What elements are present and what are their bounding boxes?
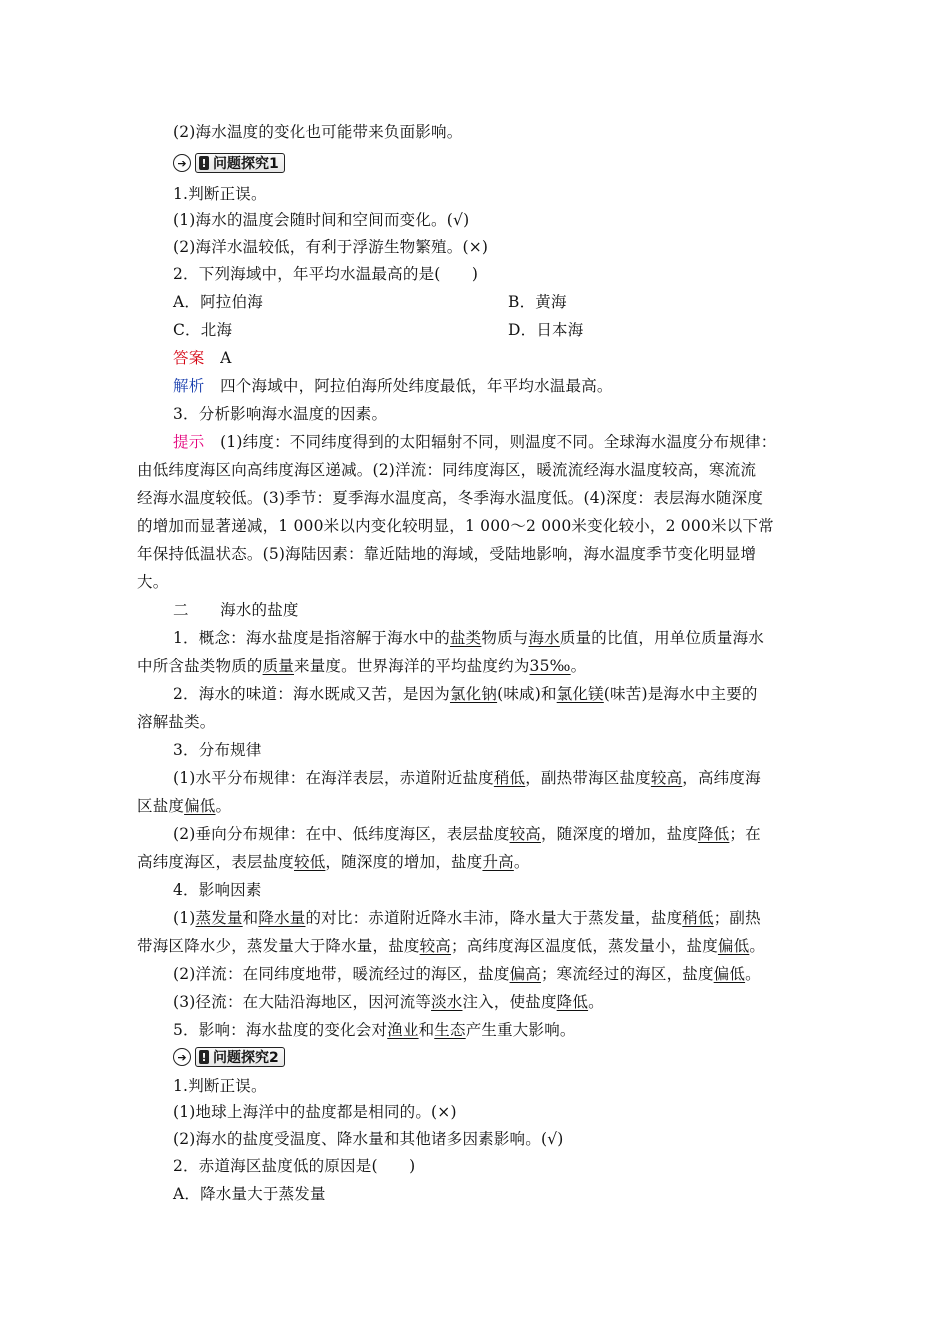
option-b: B．黄海: [508, 293, 567, 311]
blank-answer: 降低: [556, 993, 589, 1011]
blank-answer: 较高: [509, 825, 541, 843]
question-title: 2．下列海域中，年平均水温最高的是( ): [173, 265, 479, 283]
blank-answer: 淡水: [431, 993, 463, 1011]
factor-line: (2)洋流：在同纬度地带，暖流经过的海区，盐度偏高；寒流经过的海区，盐度偏低。: [173, 965, 761, 983]
hint-label: 提示: [173, 433, 205, 451]
judgement-item: (2)海洋水温较低，有利于浮游生物繁殖。(×): [173, 238, 489, 256]
explore-tag-1: [173, 152, 285, 174]
answer-value: A: [220, 349, 232, 367]
arrow-right-circle-icon: ➔: [173, 154, 191, 172]
explore-label: 问题探究2: [213, 1050, 279, 1066]
analysis-text: 四个海域中，阿拉伯海所处纬度最低，年平均水温最高。: [220, 377, 613, 395]
distribution-line: 区盐度偏低。: [137, 797, 232, 815]
distribution-line: (1)水平分布规律：在海洋表层，赤道附近盐度稍低，副热带海区盐度较高，高纬度海: [173, 769, 761, 787]
explore-label: 问题探究1: [213, 156, 279, 172]
hint-text: 年保持低温状态。(5)海陆因素：靠近陆地的海域，受陆地影响，海水温度季节变化明显增: [137, 545, 757, 563]
explore-tag-2: [173, 1046, 285, 1068]
intro-line: (2)海水温度的变化也可能带来负面影响。: [173, 123, 463, 141]
option-c: C．北海: [173, 321, 233, 339]
hint-text: 大。: [137, 573, 169, 591]
analysis-label: 解析: [173, 377, 205, 395]
blank-answer: 较高: [419, 937, 452, 955]
judgement-item: (1)地球上海洋中的盐度都是相同的。(×): [173, 1103, 457, 1121]
question-title: 1.判断正误。: [173, 185, 267, 203]
taste-line: 2．海水的味道：海水既咸又苦，是因为氯化钠(味咸)和氯化镁(味苦)是海水中主要的: [173, 685, 758, 703]
blank-answer: 偏低: [713, 965, 746, 983]
subheading: 3．分布规律: [173, 741, 262, 759]
blank-answer: 偏低: [184, 797, 216, 815]
blank-answer: 35‰: [529, 657, 571, 675]
question-title: 1.判断正误。: [173, 1077, 267, 1095]
analysis-line: [173, 376, 853, 396]
blank-answer: 渔业: [387, 1021, 419, 1039]
answer-label: 答案: [173, 349, 205, 367]
exclamation-icon: !: [199, 156, 209, 170]
factor-line: (1)蒸发量和降水量的对比：赤道附近降水丰沛，降水量大于蒸发量，盐度稍低；副热: [173, 909, 761, 927]
question-title: 3．分析影响海水温度的因素。: [173, 405, 388, 423]
distribution-line: 高纬度海区，表层盐度较低，随深度的增加，盐度升高。: [137, 853, 530, 871]
factor-line: 带海区降水少，蒸发量大于降水量，盐度较高；高纬度海区温度低，蒸发量小，盐度偏低。: [137, 937, 766, 955]
question-title: 2．赤道海区盐度低的原因是( ): [173, 1157, 416, 1175]
blank-answer: 偏低: [717, 937, 750, 955]
hint-line: [173, 432, 853, 452]
subheading: 4．影响因素: [173, 881, 262, 899]
option-d: D．日本海: [508, 321, 584, 339]
blank-answer: 生态: [434, 1021, 466, 1039]
blank-answer: 偏高: [509, 965, 541, 983]
blank-answer: 较高: [650, 769, 683, 787]
section-heading: 二 海水的盐度: [173, 601, 299, 619]
impact-line: 5．影响：海水盐度的变化会对渔业和生态产生重大影响。: [173, 1021, 576, 1039]
hint-text: 由低纬度海区向高纬度海区递减。(2)洋流：同纬度海区，暖流流经海水温度较高，寒流流: [137, 461, 757, 479]
blank-answer: 氯化镁: [556, 685, 604, 703]
blank-answer: 氯化钠: [449, 685, 498, 703]
blank-answer: 升高: [482, 853, 514, 871]
blank-answer: 质量: [262, 657, 295, 675]
option-a: A．阿拉伯海: [173, 293, 263, 311]
blank-answer: 盐类: [449, 629, 482, 647]
blank-answer: 蒸发量: [195, 909, 243, 927]
blank-answer: 稍低: [682, 909, 714, 927]
blank-answer: 降水量: [258, 909, 306, 927]
hint-text: 经海水温度较低。(3)季节：夏季海水温度高，冬季海水温度低。(4)深度：表层海水随深度: [137, 489, 764, 507]
option-a: A．降水量大于蒸发量: [173, 1185, 326, 1203]
blank-answer: 海水: [528, 629, 560, 647]
concept-line: 中所含盐类物质的质量来量度。世界海洋的平均盐度约为35‰。: [137, 657, 587, 675]
blank-answer: 较低: [294, 853, 326, 871]
arrow-right-circle-icon: ➔: [173, 1048, 191, 1066]
blank-answer: 稍低: [493, 769, 526, 787]
hint-text: 的增加而显著递减，1 000米以内变化较明显，1 000～2 000米变化较小，2 000米以下常: [137, 517, 774, 535]
factor-line: (3)径流：在大陆沿海地区，因河流等淡水注入，使盐度降低。: [173, 993, 604, 1011]
distribution-line: (2)垂向分布规律：在中、低纬度海区，表层盐度较高，随深度的增加，盐度降低；在: [173, 825, 761, 843]
blank-answer: 降低: [697, 825, 730, 843]
answer-line: [173, 348, 853, 368]
judgement-item: (2)海水的盐度受温度、降水量和其他诸多因素影响。(√): [173, 1130, 564, 1148]
judgement-item: (1)海水的温度会随时间和空间而变化。(√): [173, 211, 470, 229]
concept-line: 1．概念：海水盐度是指溶解于海水中的盐类物质与海水质量的比值，用单位质量海水: [173, 629, 764, 647]
taste-line: 溶解盐类。: [137, 713, 216, 731]
hint-text: (1)纬度：不同纬度得到的太阳辐射不同，则温度不同。全球海水温度分布规律：: [220, 433, 777, 451]
exclamation-icon: !: [199, 1050, 209, 1064]
